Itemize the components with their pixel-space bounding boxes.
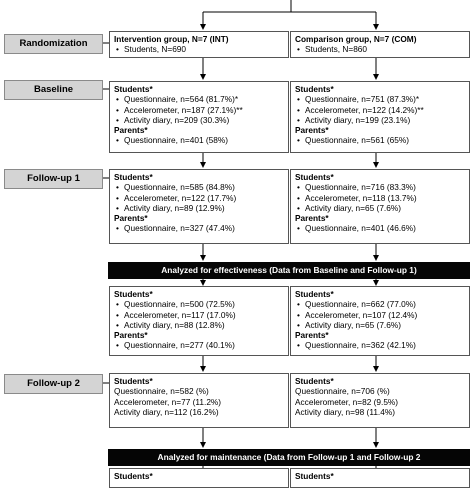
follow-up-2-comparison-box [290,373,470,428]
students-heading: Students* [114,84,153,94]
questionnaire-count: • Questionnaire, n=564 (81.7%)* [114,94,284,104]
students-heading: Students* [295,376,334,386]
parents-questionnaire-count: • Questionnaire, n=401 (46.6%) [295,223,465,233]
students-heading: Students* [114,376,153,386]
accelerometer-count: • Accelerometer, n=122 (14.2%)** [295,105,465,115]
parents-questionnaire-count: • Questionnaire, n=327 (47.4%) [114,223,284,233]
activity-diary-count: • Activity diary, n=88 (12.8%) [114,320,284,330]
accelerometer-count: • Accelerometer, n=107 (12.4%) [295,310,465,320]
stage-label-follow-up-2: Follow-up 2 [4,374,103,394]
parents-heading: Parents* [295,330,329,341]
accelerometer-count: Accelerometer, n=82 (9.5%) [295,396,399,407]
maintenance-banner: Analyzed for maintenance (Data from Follow-up 1 and Follow-up 2 [108,449,470,466]
baseline-intervention-box [109,81,289,153]
questionnaire-count: • Questionnaire, n=751 (87.3%)* [295,94,465,104]
intervention-students-count: • Students, N=690 [114,44,284,54]
effectiveness-comparison-box [290,286,470,356]
comparison-students-count: • Students, N=860 [295,44,465,54]
comparison-group-title: Comparison group, N=7 (COM) [295,34,417,44]
effectiveness-intervention-box [109,286,289,356]
stage-label-randomization: Randomization [4,34,103,54]
stage-label-follow-up-1: Follow-up 1 [4,169,103,189]
follow-up-2-intervention-box [109,373,289,428]
questionnaire-count: • Questionnaire, n=500 (72.5%) [114,299,284,309]
follow-up-1-comparison-box [290,169,470,244]
students-heading: Students* [295,471,334,481]
parents-heading: Parents* [114,125,148,136]
accelerometer-count: Accelerometer, n=77 (11.2%) [114,396,222,407]
parents-heading: Parents* [295,213,329,224]
follow-up-1-intervention-box [109,169,289,244]
activity-diary-count: Activity diary, n=112 (16.2%) [114,406,219,417]
questionnaire-count: • Questionnaire, n=716 (83.3%) [295,182,465,192]
activity-diary-count: • Activity diary, n=209 (30.3%) [114,115,284,125]
activity-diary-count: • Activity diary, n=199 (23.1%) [295,115,465,125]
accelerometer-count: • Accelerometer, n=117 (17.0%) [114,310,284,320]
parents-questionnaire-count: • Questionnaire, n=401 (58%) [114,135,284,145]
students-heading: Students* [295,172,334,182]
intervention-group-box [109,31,289,58]
parents-questionnaire-count: • Questionnaire, n=277 (40.1%) [114,340,284,350]
accelerometer-count: • Accelerometer, n=118 (13.7%) [295,193,465,203]
intervention-group-title: Intervention group, N=7 (INT) [114,34,229,44]
parents-questionnaire-count: • Questionnaire, n=362 (42.1%) [295,340,465,350]
questionnaire-count: Questionnaire, n=582 (%) [114,386,209,397]
students-heading: Students* [114,172,153,182]
questionnaire-count: Questionnaire, n=706 (%) [295,386,390,397]
activity-diary-count: • Activity diary, n=65 (7.6%) [295,320,465,330]
students-heading: Students* [114,471,153,481]
parents-questionnaire-count: • Questionnaire, n=561 (65%) [295,135,465,145]
students-heading: Students* [295,84,334,94]
questionnaire-count: • Questionnaire, n=585 (84.8%) [114,182,284,192]
parents-heading: Parents* [295,125,329,136]
accelerometer-count: • Accelerometer, n=122 (17.7%) [114,193,284,203]
stage-label-baseline: Baseline [4,80,103,100]
students-heading: Students* [114,289,153,299]
activity-diary-count: • Activity diary, n=65 (7.6%) [295,203,465,213]
accelerometer-count: • Accelerometer, n=187 (27.1%)** [114,105,284,115]
parents-heading: Parents* [114,330,148,341]
comparison-group-box [290,31,470,58]
questionnaire-count: • Questionnaire, n=662 (77.0%) [295,299,465,309]
maintenance-intervention-box [109,468,289,488]
maintenance-comparison-box [290,468,470,488]
effectiveness-banner: Analyzed for effectiveness (Data from Baseline and Follow-up 1) [108,262,470,279]
baseline-comparison-box [290,81,470,153]
activity-diary-count: Activity diary, n=98 (11.4%) [295,406,395,417]
parents-heading: Parents* [114,213,148,224]
students-heading: Students* [295,289,334,299]
activity-diary-count: • Activity diary, n=89 (12.9%) [114,203,284,213]
